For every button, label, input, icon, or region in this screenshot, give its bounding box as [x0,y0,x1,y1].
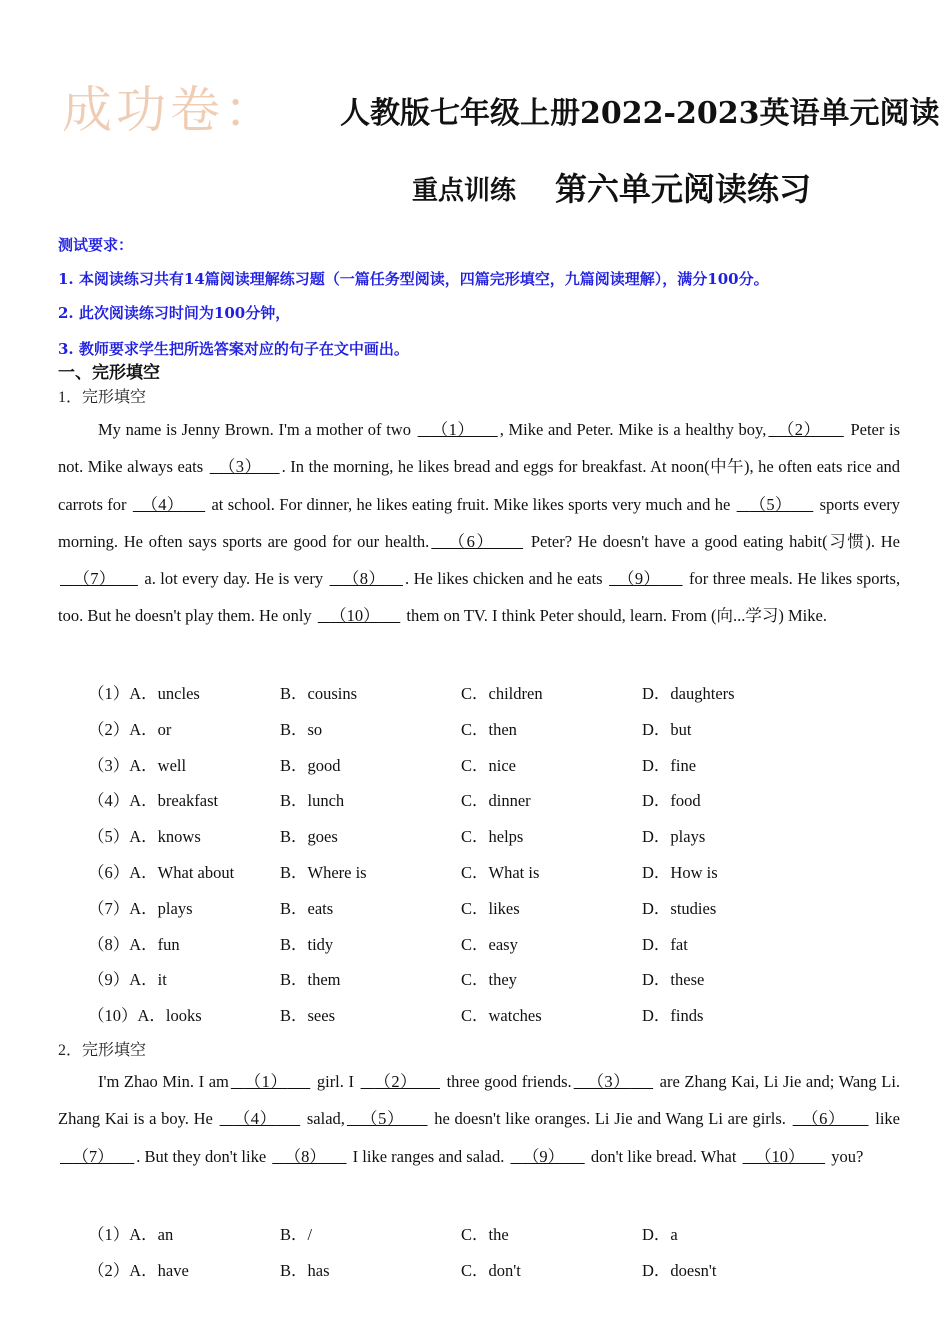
option[interactable]: C．easy [461,934,518,954]
option[interactable]: B．/ [280,1225,313,1244]
question-2-options [88,1221,888,1293]
option[interactable]: D．How is [642,862,718,882]
option-row [88,966,888,1002]
option[interactable]: C．the [461,1225,509,1244]
page-title: 人教版七年级上册2022-2023英语单元阅读 [340,96,940,131]
option[interactable]: C．watches [461,1006,542,1026]
option[interactable]: B．Where is [280,862,367,882]
blank[interactable]: （8） [342,569,386,589]
blank[interactable]: （7） [73,569,116,589]
blank[interactable]: （4） [233,1109,277,1129]
blank[interactable]: （10） [754,1146,805,1166]
option[interactable]: B．goes [280,827,338,847]
blank[interactable]: （3） [587,1072,631,1091]
question-1-label: 1．完形填空 [58,389,147,406]
blank[interactable]: （8） [284,1146,326,1166]
option-row [88,752,888,788]
blank[interactable]: （10） [330,606,380,626]
blank[interactable]: （6） [802,1109,846,1129]
option[interactable]: （6）A．What about [88,862,235,882]
option[interactable]: D．food [642,791,701,811]
blank[interactable]: （9） [522,1146,565,1166]
option-row [88,716,888,752]
option[interactable]: D．doesn't [642,1260,717,1280]
option-row [88,680,888,716]
blank[interactable]: （5） [749,494,792,514]
option[interactable]: C．dinner [461,791,531,811]
question-1-passage: My name is Jenny Brown. I'm a mother of two （1） , Mike and Peter. Mike is a healthy boy, （2） Peter is not. Mike always eats （3） . In the morning, he likes bread and eggs for breakfast. At noon(中午), he often eats rice and carrots for （4） at school. For dinner, he likes eating fruit. Mike likes sports very much and he （5） sports every morning. He often says sports are good for our health. （6） Peter? He doesn't have a good eating habit(习惯). He （7） a. lot every day. He is very （8） . He likes chicken and he eats （9） for three meals. He likes sports, too. But he doesn't play them. He only （10） them on TV. I think Peter should, learn. From (向...学习) Mike. [58,420,901,626]
subtitle: 第六单元阅读练习 [555,170,812,208]
option[interactable]: （10）A．looks [88,1006,202,1026]
requirement-3: 3. 教师要求学生把所选答案对应的句子在文中画出。 [58,340,409,358]
option[interactable]: （5）A．knows [88,827,201,847]
option[interactable]: D．fat [642,934,688,954]
option[interactable]: （9）A．it [88,970,167,990]
blank[interactable]: （1） [431,420,475,439]
option[interactable]: B．good [280,755,341,775]
blank[interactable]: （2） [777,420,821,439]
option[interactable]: （8）A．fun [88,934,180,954]
option[interactable]: B．so [280,719,323,739]
option[interactable]: C．likes [461,898,520,918]
option[interactable]: C．then [461,719,517,739]
subtitle-prefix: 重点训练 [412,176,517,206]
option[interactable]: D．finds [642,1006,704,1026]
brand-watermark: 成功卷： [62,81,278,139]
blank[interactable]: （2） [374,1072,418,1091]
option[interactable]: （3）A．well [88,755,187,775]
requirements-heading: 测试要求： [58,236,134,254]
section-heading: 一、完形填空 [58,363,160,383]
option[interactable]: C．What is [461,862,540,882]
option[interactable]: C．children [461,684,543,703]
option[interactable]: （1）A．uncles [88,684,200,703]
option-row [88,787,888,823]
option[interactable]: C．don't [461,1260,521,1280]
option-row [88,823,888,859]
blank[interactable]: （9） [618,569,661,589]
option[interactable]: D．daughters [642,684,735,703]
question-1-options [88,680,888,1038]
option[interactable]: D．a [642,1225,678,1244]
blank[interactable]: （5） [361,1109,405,1129]
blank[interactable]: （3） [218,457,262,477]
option[interactable]: （1）A．an [88,1225,174,1244]
option[interactable]: D．plays [642,827,706,847]
option[interactable]: B．sees [280,1006,335,1026]
option[interactable]: D．studies [642,898,717,918]
option[interactable]: B．eats [280,898,334,918]
option[interactable]: （7）A．plays [88,898,193,918]
blank[interactable]: （7） [72,1146,114,1166]
option[interactable]: D．fine [642,755,697,775]
option-row [88,895,888,931]
blank[interactable]: （1） [244,1072,288,1091]
option-row [88,859,888,895]
option[interactable]: D．but [642,719,692,739]
option[interactable]: D．these [642,970,705,990]
requirement-1: 1. 本阅读练习共有14篇阅读理解练习题（一篇任务型阅读，四篇完形填空，九篇阅读理解），满分100分。 [58,270,769,288]
option[interactable]: （2）A．have [88,1260,189,1280]
option[interactable]: B．lunch [280,791,345,811]
option[interactable]: B．them [280,970,341,990]
option[interactable]: （4）A．breakfast [88,791,219,811]
question-2-passage: I'm Zhao Min. I am （1） girl. I （2） three good friends. （3） are Zhang Kai, Li Jie and; Wang Li. Zhang Kai is a boy. He （4） salad, （5） he doesn't like oranges. Li Jie and Wang Li are girls. （6） like （7） . But they don't like （8） I like ranges and salad. （9） don't like bread. What （10） you? [58,1072,901,1166]
option[interactable]: C．they [461,970,517,990]
option[interactable]: B．cousins [280,684,358,703]
requirement-2: 2. 此次阅读练习时间为100分钟， [58,304,291,322]
option-row [88,1002,888,1038]
option[interactable]: B．tidy [280,934,334,954]
option[interactable]: （2）A．or [88,719,172,739]
option[interactable]: C．helps [461,827,524,847]
option-row [88,1221,888,1257]
question-2-label: 2．完形填空 [58,1042,147,1059]
option-row [88,931,888,967]
option[interactable]: B．has [280,1260,330,1280]
option-row [88,1257,888,1293]
blank[interactable]: （4） [141,494,184,514]
blank[interactable]: （6） [448,531,495,551]
option[interactable]: C．nice [461,755,516,775]
